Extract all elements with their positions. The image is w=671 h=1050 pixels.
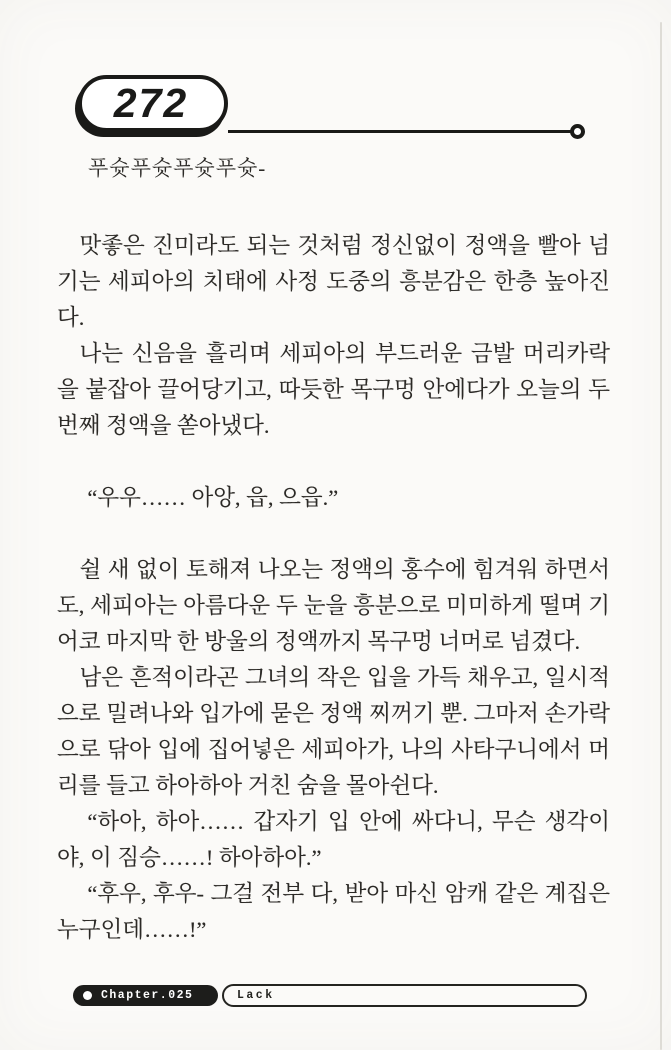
header-rule (228, 130, 572, 133)
paragraph-1: 맛좋은 진미라도 되는 것처럼 정신없이 정액을 빨아 넘기는 세피아의 치태에 사정 도중의 흥분감은 한층 높아진다. (57, 233, 610, 330)
paragraph-3: 쉴 새 없이 토해져 나오는 정액의 홍수에 힘겨워 하면서도, 세피아는 아름다운 두 눈을 흥분으로 미미하게 떨며 기어코 마지막 한 방울의 정액까지 목구멍 너머로 넘겼다. (57, 557, 610, 654)
page-number: 272 (113, 80, 189, 126)
page-number-badge (78, 75, 228, 132)
chapter-label: Chapter.025 (101, 989, 194, 1002)
author-label: Lack (237, 989, 275, 1002)
author-badge (222, 984, 587, 1007)
chapter-badge (73, 985, 218, 1006)
page-edge-line (660, 22, 662, 1050)
paragraph-2: 나는 신음을 흘리며 세피아의 부드러운 금발 머리카락을 붙잡아 끌어당기고, 따듯한 목구멍 안에다가 오늘의 두 번째 정액을 쏟아냈다. (57, 341, 610, 438)
dialogue-3: “후우, 후우- 그걸 전부 다, 받아 마신 암캐 같은 계집은 누구인데……!” (57, 881, 610, 942)
bullet-dot-icon (83, 991, 92, 1000)
paragraph-4: 남은 흔적이라곤 그녀의 작은 입을 가득 채우고, 일시적으로 밀려나와 입가에 묻은 정액 찌꺼기 뿐. 그마저 손가락으로 닦아 입에 집어넣은 세피아가, 나의 사타구니에서 머리를 들고 하아하아 거친 숨을 몰아쉰다. (57, 665, 610, 798)
dialogue-2: “하아, 하아…… 갑자기 입 안에 싸다니, 무슨 생각이야, 이 짐승……! 하아하아.” (57, 809, 610, 870)
body-text (57, 228, 610, 948)
rule-end-dot-icon (570, 124, 585, 139)
sfx-line: 푸슛푸슛푸슛푸슛- (88, 156, 267, 180)
dialogue-1: “우우…… 아앙, 읍, 으읍.” (87, 485, 339, 510)
